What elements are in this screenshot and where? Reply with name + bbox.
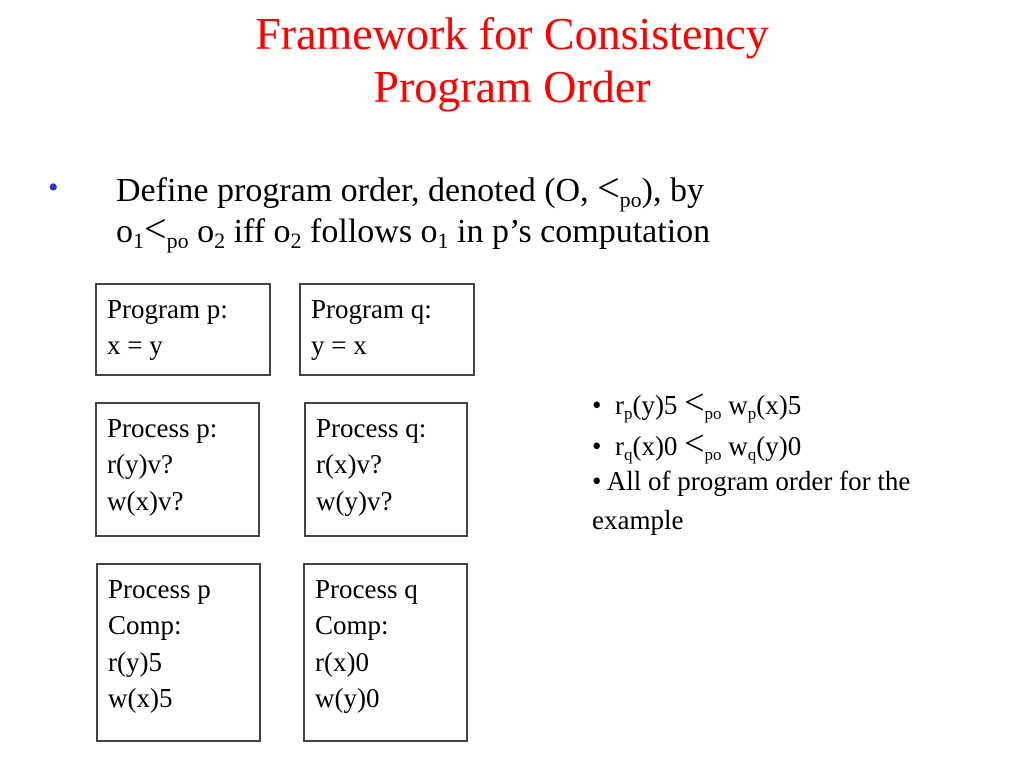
- note-1: • $r_p(y)5 <_{po}$ $w_p(x)5$: [592, 382, 802, 423]
- comp-q-op-2: w(y)0: [315, 683, 380, 714]
- process-q-op-2: w(y)v?: [316, 485, 393, 516]
- process-q-heading: Process q:: [316, 413, 427, 443]
- program-q-box: [299, 283, 475, 376]
- process-p-op-1: r(y)v?: [107, 449, 173, 480]
- process-p-heading: Process p:: [107, 413, 218, 443]
- comp-q-subheading: Comp:: [315, 610, 389, 641]
- program-order-notes: [592, 382, 1002, 540]
- main-bullet-text: [116, 165, 996, 254]
- note-3: • All of program order for the example: [592, 466, 911, 536]
- main-bullet-line-2: $o_1<_{po}$ $o_2$ iff $o_2$ follows $o_1$ in p’s computation: [116, 206, 711, 254]
- comp-p-heading: Process p: [108, 574, 211, 604]
- slide-title: [0, 8, 1024, 114]
- program-p-heading: Program p:: [107, 294, 228, 324]
- process-p-comp-box: [96, 563, 261, 742]
- process-q-comp-box: [303, 563, 468, 742]
- program-p-box: [95, 283, 271, 376]
- program-q-statement: y = x: [311, 330, 367, 361]
- process-p-op-2: w(x)v?: [107, 485, 184, 516]
- program-p-statement: x = y: [107, 330, 163, 361]
- title-line-2: Program Order: [373, 60, 651, 112]
- bullet-icon: •: [48, 171, 59, 204]
- comp-p-subheading: Comp:: [108, 610, 182, 641]
- comp-p-op-1: r(y)5: [108, 646, 162, 677]
- main-bullet-line-1: Define program order, denoted (O, $<_{po}$), by: [116, 165, 704, 212]
- process-q-box: [304, 402, 468, 537]
- process-p-box: [95, 402, 260, 537]
- comp-q-heading: Process q: [315, 574, 418, 604]
- program-q-heading: Program q:: [311, 294, 432, 324]
- process-q-op-1: r(x)v?: [316, 449, 382, 480]
- note-2: • $r_q(x)0 <_{po}$ $w_q(y)0$: [592, 422, 802, 464]
- comp-q-op-1: r(x)0: [315, 646, 369, 677]
- comp-p-op-2: w(x)5: [108, 683, 173, 714]
- title-line-1: Framework for Consistency: [255, 8, 769, 59]
